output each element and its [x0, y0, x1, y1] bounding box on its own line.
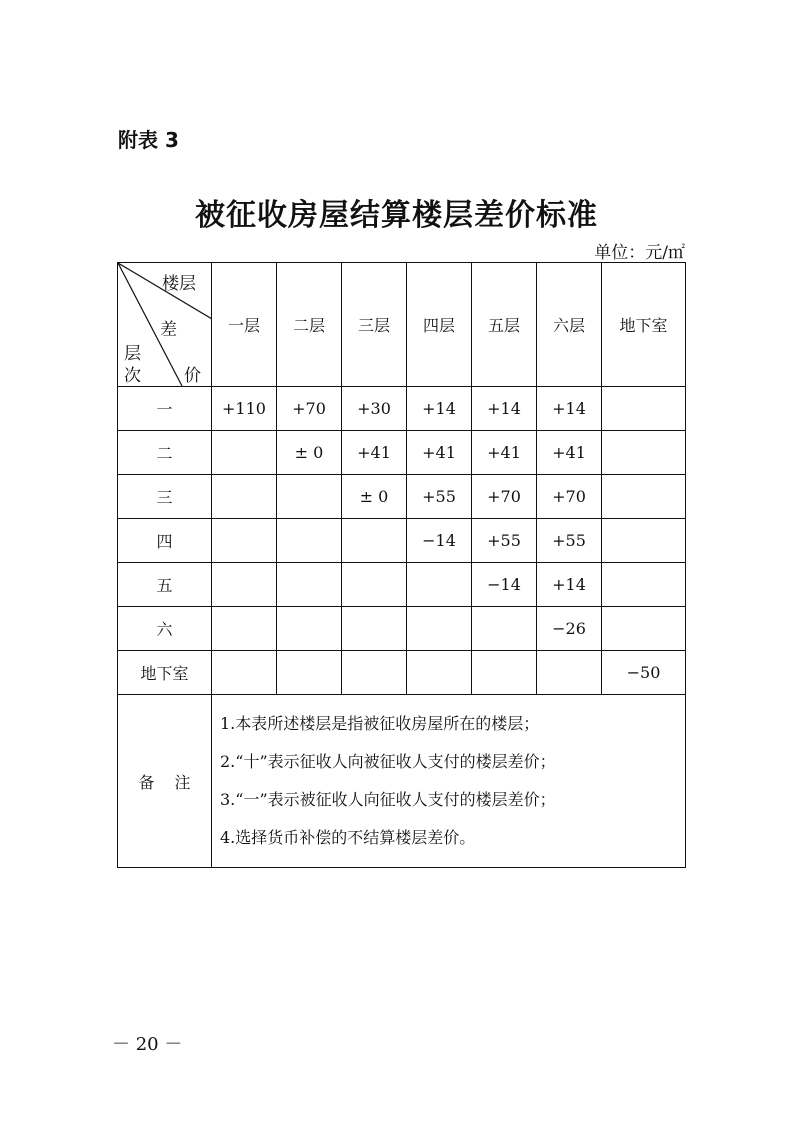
table-cell: [277, 607, 342, 651]
row-label: 三: [118, 475, 212, 519]
table-row: [118, 519, 686, 563]
column-header: 五层: [472, 263, 537, 387]
column-header: 一层: [212, 263, 277, 387]
remark-line: 3.“一”表示被征收人向征收人支付的楼层差价；: [220, 790, 556, 809]
page-number: － 20 －: [112, 1034, 183, 1055]
table-cell: [277, 475, 342, 519]
table-cell: [342, 607, 407, 651]
table-cell: [212, 607, 277, 651]
table-cell: +30: [342, 387, 407, 431]
table-cell: −14: [407, 519, 472, 563]
document-title: 被征收房屋结算楼层差价标准: [195, 198, 598, 233]
table-cell: [602, 387, 686, 431]
table-cell: [472, 651, 537, 695]
table-cell: +14: [537, 563, 602, 607]
row-label: 二: [118, 431, 212, 475]
table-cell: ± 0: [342, 475, 407, 519]
column-header: 二层: [277, 263, 342, 387]
corner-label-ceng: 层: [124, 344, 141, 364]
table-cell: +70: [537, 475, 602, 519]
table-cell: [212, 431, 277, 475]
table-header-row: [118, 263, 686, 387]
corner-label-ci: 次: [124, 366, 141, 386]
table-cell: [277, 651, 342, 695]
remark-line: 4.选择货币补偿的不结算楼层差价。: [220, 828, 476, 847]
table-cell: [602, 475, 686, 519]
column-header: 三层: [342, 263, 407, 387]
table-row: [118, 563, 686, 607]
table-cell: −50: [602, 651, 686, 695]
table-cell: +14: [407, 387, 472, 431]
table-cell: −14: [472, 563, 537, 607]
corner-label-floor: 楼层: [162, 274, 196, 294]
table-cell: [277, 519, 342, 563]
remarks-row: [118, 695, 686, 868]
table-cell: +70: [277, 387, 342, 431]
column-header: 地下室: [602, 263, 686, 387]
table-cell: ± 0: [277, 431, 342, 475]
table-row: [118, 651, 686, 695]
row-label: 地下室: [118, 651, 212, 695]
table-row: [118, 607, 686, 651]
corner-header-cell: [118, 263, 212, 387]
table-cell: +41: [342, 431, 407, 475]
table-cell: [212, 519, 277, 563]
column-header: 六层: [537, 263, 602, 387]
table-cell: +41: [472, 431, 537, 475]
table-cell: +14: [472, 387, 537, 431]
unit-label: 单位：元/㎡: [594, 243, 685, 263]
table-cell: −26: [537, 607, 602, 651]
table-cell: [407, 563, 472, 607]
table-cell: [407, 607, 472, 651]
corner-label-diff: 差: [160, 320, 177, 340]
table-cell: [342, 563, 407, 607]
remark-line: 2.“十”表示征收人向被征收人支付的楼层差价；: [220, 752, 556, 771]
table-cell: [602, 519, 686, 563]
table-cell: +14: [537, 387, 602, 431]
floor-price-table: [117, 262, 686, 868]
remarks-content: [212, 695, 686, 868]
table-cell: [407, 651, 472, 695]
table-cell: +110: [212, 387, 277, 431]
table-cell: +41: [407, 431, 472, 475]
remark-line: 1.本表所述楼层是指被征收房屋所在的楼层；: [220, 714, 540, 733]
table-cell: +41: [537, 431, 602, 475]
remarks-label: 备注: [138, 772, 211, 792]
table-cell: [212, 651, 277, 695]
corner-label-price: 价: [184, 366, 201, 386]
table-cell: +55: [472, 519, 537, 563]
column-header: 四层: [407, 263, 472, 387]
table-cell: [342, 651, 407, 695]
table-cell: [602, 563, 686, 607]
table-cell: [602, 431, 686, 475]
row-label: 六: [118, 607, 212, 651]
appendix-label: 附表 3: [118, 128, 179, 152]
table-cell: [277, 563, 342, 607]
table-cell: [602, 607, 686, 651]
table-row: [118, 431, 686, 475]
table-cell: [212, 475, 277, 519]
remarks-label-cell: [118, 695, 212, 868]
table-cell: [342, 519, 407, 563]
table-cell: [537, 651, 602, 695]
table-row: [118, 387, 686, 431]
row-label: 一: [118, 387, 212, 431]
table-cell: [472, 607, 537, 651]
table-cell: [212, 563, 277, 607]
row-label: 五: [118, 563, 212, 607]
table-cell: +55: [537, 519, 602, 563]
table-row: [118, 475, 686, 519]
row-label: 四: [118, 519, 212, 563]
table-cell: +70: [472, 475, 537, 519]
table-cell: +55: [407, 475, 472, 519]
